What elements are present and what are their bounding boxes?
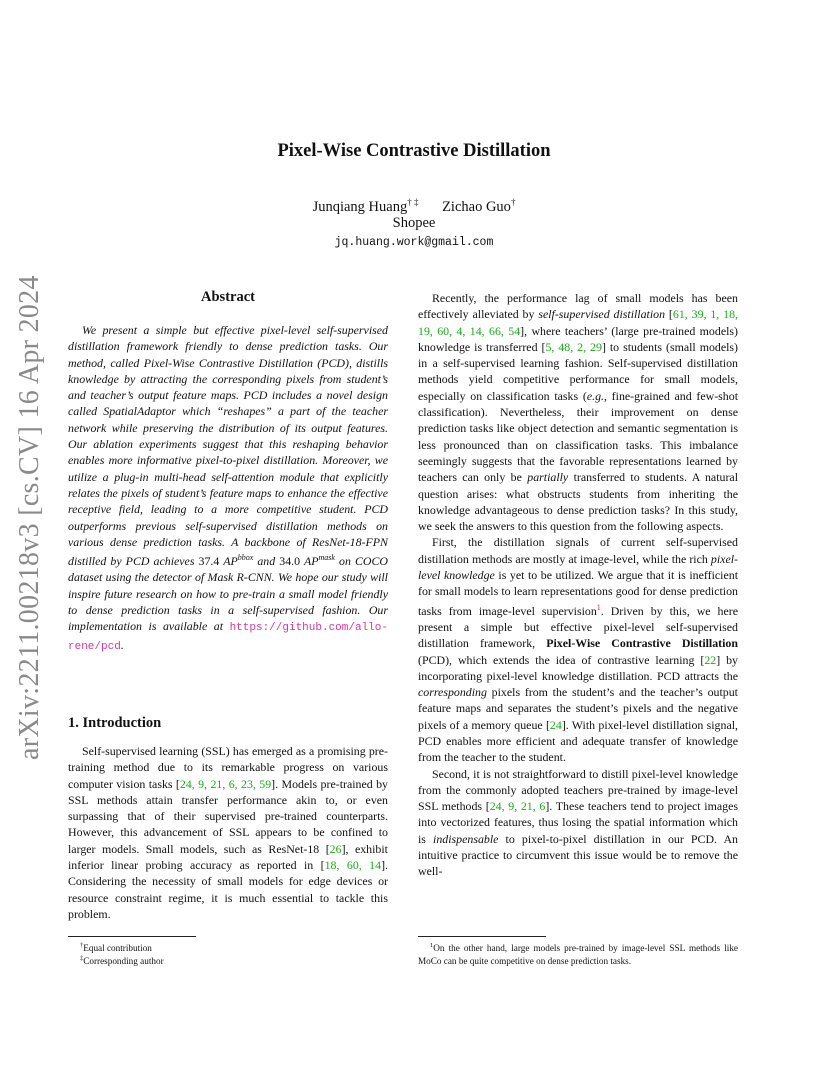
author: Junqiang Huang† ‡: [312, 197, 419, 215]
paragraph: Second, it is not straightforward to distill pixel-level knowledge from the commonly adopted teachers pre-trained by image-level SSL methods [24, 9, 21, 6]. These teachers tend to project images into vectorized features, thus losing the spatial information which is indispensable to pixel-to-pixel distillation in our PCD. An intuitive practice to circumvent this issue would be to remove the well-: [418, 766, 738, 879]
footnote-rule: [68, 936, 196, 937]
code-link[interactable]: https://github.com/allo-rene/pcd: [68, 622, 388, 653]
section-heading-introduction: 1. Introduction: [68, 715, 162, 731]
citation-link[interactable]: 24: [549, 717, 562, 732]
citation-link[interactable]: 5, 48, 2, 29: [545, 339, 602, 354]
citation-link[interactable]: 18, 60, 14: [324, 858, 382, 873]
right-column-text: [418, 290, 738, 880]
author-email: jq.huang.work@gmail.com: [334, 236, 494, 249]
citation-link[interactable]: 24, 9, 21, 6, 23, 59: [179, 776, 272, 791]
citation-link[interactable]: 26: [329, 841, 342, 856]
citation-link[interactable]: 24, 9, 21, 6: [489, 799, 546, 814]
abstract-heading: Abstract: [201, 289, 255, 305]
citation-link[interactable]: 22: [704, 652, 717, 667]
abstract-body: We present a simple but effective pixel-level self-supervised distillation framework friendly to dense prediction tasks. Our method, called Pixel-Wise Contrastive Distillation (PCD), distills knowledge by attracting the corresponding pixels from student’s and teacher’s output feature maps. PCD includes a novel design called SpatialAdaptor which “reshapes” a part of the teacher network while preserving the distribution of its output features. Our ablation experiments suggest that this reshaping behavior enables more informative pixel-to-pixel distillation. Moreover, we utilize a plug-in multi-head self-attention module that explicitly relates the pixels of student’s feature maps to enhance the effective receptive field, leading to a more competitive student. PCD outperforms previous self-supervised distillation methods on various dense prediction tasks. A backbone of ResNet-18-FPN distilled by PCD achieves 37.4 $AP^{bbox}$ and 34.0 $AP^{mask}$ on COCO dataset using the detector of Mask R-CNN. We hope our study will inspire future research on how to pre-train a small model friendly to dense prediction tasks in a self-supervised fashion. Our implementation is available at https://github.com/allo-rene/pcd.: [68, 323, 389, 653]
intro-paragraph: Self-supervised learning (SSL) has emerged as a promising pre-training method due to its remarkable progress on various computer vision tasks [24, 9, 21, 6, 23, 59]. Models pre-trained by SSL methods attain transfer performance akin to, or even surpassing that of their supervised pre-trained counterparts. However, this advancement of SSL appears to be confined to larger models. Small models, such as ResNet-18 [26], exhibit inferior linear probing accuracy as reported in [18, 60, 14]. Considering the necessity of small models for edge devices or resource constraint regime, it is much essential to tackle this problem.: [68, 744, 388, 921]
footnote: †Equal contribution: [80, 942, 152, 954]
paragraph: First, the distillation signals of current self-supervised distillation methods are mostly at image-level, while the rich pixel-level knowledge is yet to be utilized. We argue that it is inefficient for small models to learn representations good for dense prediction tasks from image-level supervision$^1$. Driven by this, we here present a simple but effective pixel-level self-supervised distillation framework, Pixel-Wise Contrastive Distillation (PCD), which extends the idea of contrastive learning [22] by incorporating pixel-level knowledge distillation. PCD attracts the corresponding pixels from the student’s and the teacher’s output feature maps and separates the student’s pixels and the negative pixels of a memory queue [24]. With pixel-level distillation signal, PCD enables more efficient and adequate transfer of knowledge from the teacher to the student.: [418, 535, 739, 765]
author: Zichao Guo†: [442, 197, 516, 215]
footnote-rule: [418, 936, 546, 937]
footnote: ‡Corresponding author: [80, 955, 164, 967]
footnote-link[interactable]: 1: [596, 602, 601, 612]
paper-title: Pixel-Wise Contrastive Distillation: [277, 141, 551, 161]
paragraph: Recently, the performance lag of small models has been effectively alleviated by self-supervised distillation [61, 39, 1, 18, 19, 60, 4, 14, 66, 54], where teachers’ (large pre-trained models) knowledge is transferred [5, 48, 2, 29] to students (small models) in a self-supervised learning fashion. Self-supervised distillation methods yield competitive performance for small models, especially on classification tasks (e.g., fine-grained and few-shot classification). Nevertheless, their improvement on dense prediction tasks like object detection and semantic segmentation is less pronounced than on classification tasks. This imbalance seemingly suggests that the favorable representations learned by teachers can only be partially transferred to students. A natural question arises: what obstructs students from inheriting the knowledge advantageous to dense prediction tasks? In this study, we seek the answers to this question from the following aspects.: [418, 291, 739, 534]
author-list: [0, 197, 828, 216]
footnote: $^1$On the other hand, large models pre-trained by image-level SSL methods like MoCo can be quite competitive on dense prediction tasks.: [418, 942, 738, 967]
citation-link[interactable]: 61, 39, 1, 18, 19, 60, 4, 14, 66, 54: [418, 307, 738, 338]
affiliation: Shopee: [392, 215, 436, 231]
arxiv-stamp: arXiv:2211.00218v3 [cs.CV] 16 Apr 2024: [14, 275, 45, 760]
